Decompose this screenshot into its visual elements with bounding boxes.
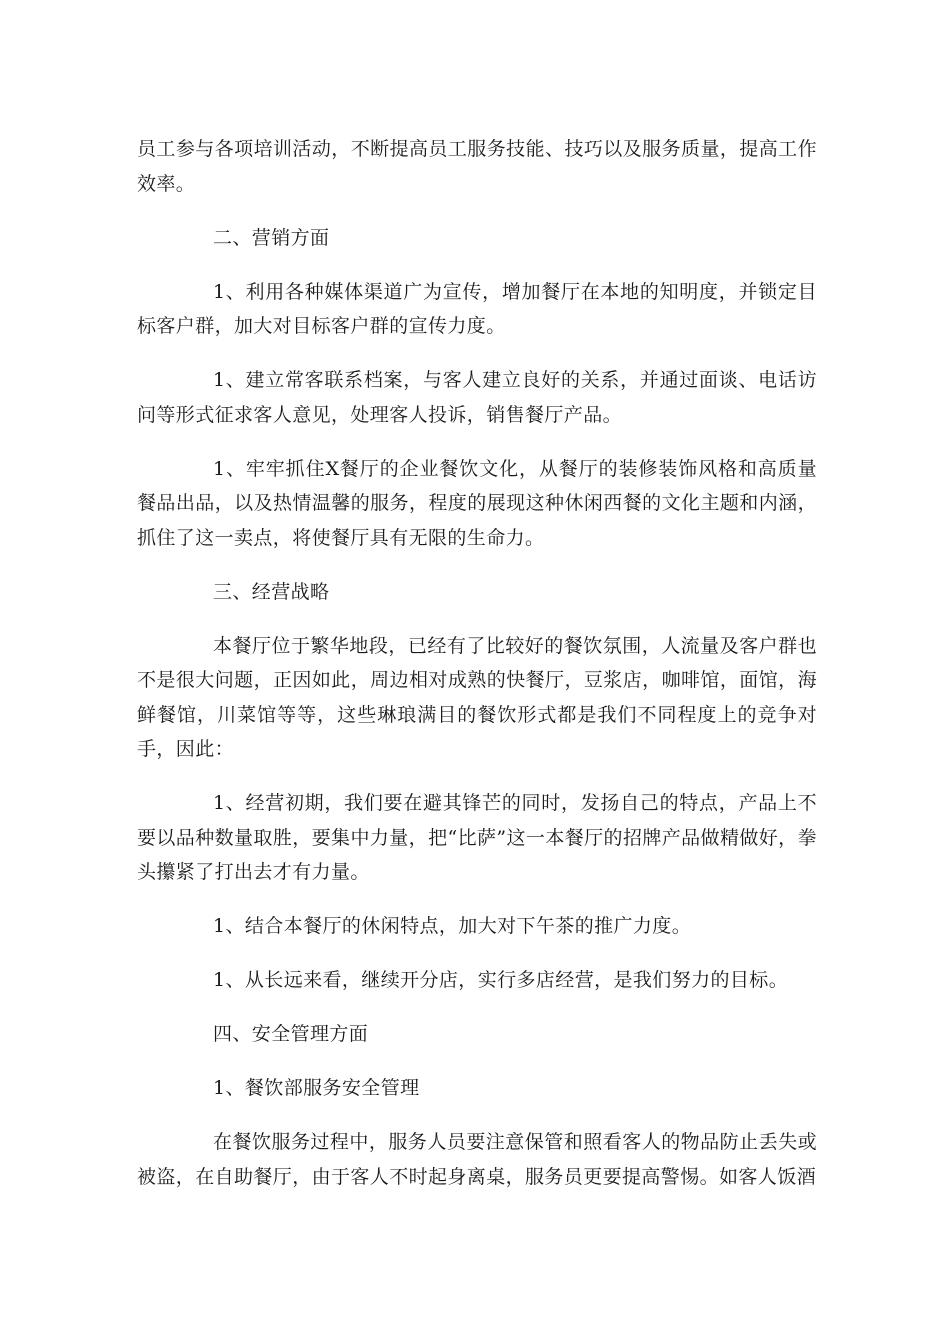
paragraph-afternoon-tea: 1、结合本餐厅的休闲特点，加大对下午茶的推广力度。 — [213, 915, 692, 937]
paragraph-branch-expansion: 1、从长远来看，继续开分店，实行多店经营，是我们努力的目标。 — [213, 969, 789, 991]
paragraph-media-promotion: 1、利用各种媒体渠道广为宣传，增加餐厅在本地的知明度，并锁定目标客户群，加大对目标客户群的宣传力度。 — [137, 280, 817, 337]
paragraph-training-continuation: 员工参与各项培训活动，不断提高员工服务技能、技巧以及服务质量，提高工作效率。 — [137, 138, 817, 195]
paragraph-dining-culture: 1、牢牢抓住X餐厅的企业餐饮文化，从餐厅的装修装饰风格和高质量餐品出品，以及热情温馨的服务，程度的展现这种休闲西餐的文化主题和内涵，抓住了这一卖点，将使餐厅具有无限的生命力。 — [137, 457, 817, 549]
paragraph-early-operation: 1、经营初期，我们要在避其锋芒的同时，发扬自己的特点，产品上不要以品种数量取胜，要集中力量，把“比萨”这一本餐厅的招牌产品做精做好，拳头攥紧了打出去才有力量。 — [137, 792, 817, 883]
heading-marketing: 二、营销方面 — [213, 226, 330, 249]
paragraph-customer-archive: 1、建立常客联系档案，与客人建立良好的关系，并通过面谈、电话访问等形式征求客人意见，处理客人投诉，销售餐厅产品。 — [137, 369, 817, 426]
subheading-service-safety: 1、餐饮部服务安全管理 — [213, 1077, 420, 1099]
document-body — [137, 132, 817, 1214]
heading-safety-management: 四、安全管理方面 — [213, 1023, 369, 1045]
paragraph-guest-property: 在餐饮服务过程中，服务人员要注意保管和照看客人的物品防止丢失或被盗，在自助餐厅，由于客人不时起身离桌，服务员更要提高警惕。如客人饭酒 — [137, 1131, 817, 1188]
heading-business-strategy: 三、经营战略 — [213, 580, 330, 603]
paragraph-location-competition: 本餐厅位于繁华地段，已经有了比较好的餐饮氛围，人流量及客户群也不是很大问题，正因如此，周边相对成熟的快餐厅，豆浆店，咖啡馆，面馆，海鲜餐馆，川菜馆等等，这些琳琅满目的餐饮形式都是我们不同程度上的竞争对手，因此： — [137, 634, 817, 760]
